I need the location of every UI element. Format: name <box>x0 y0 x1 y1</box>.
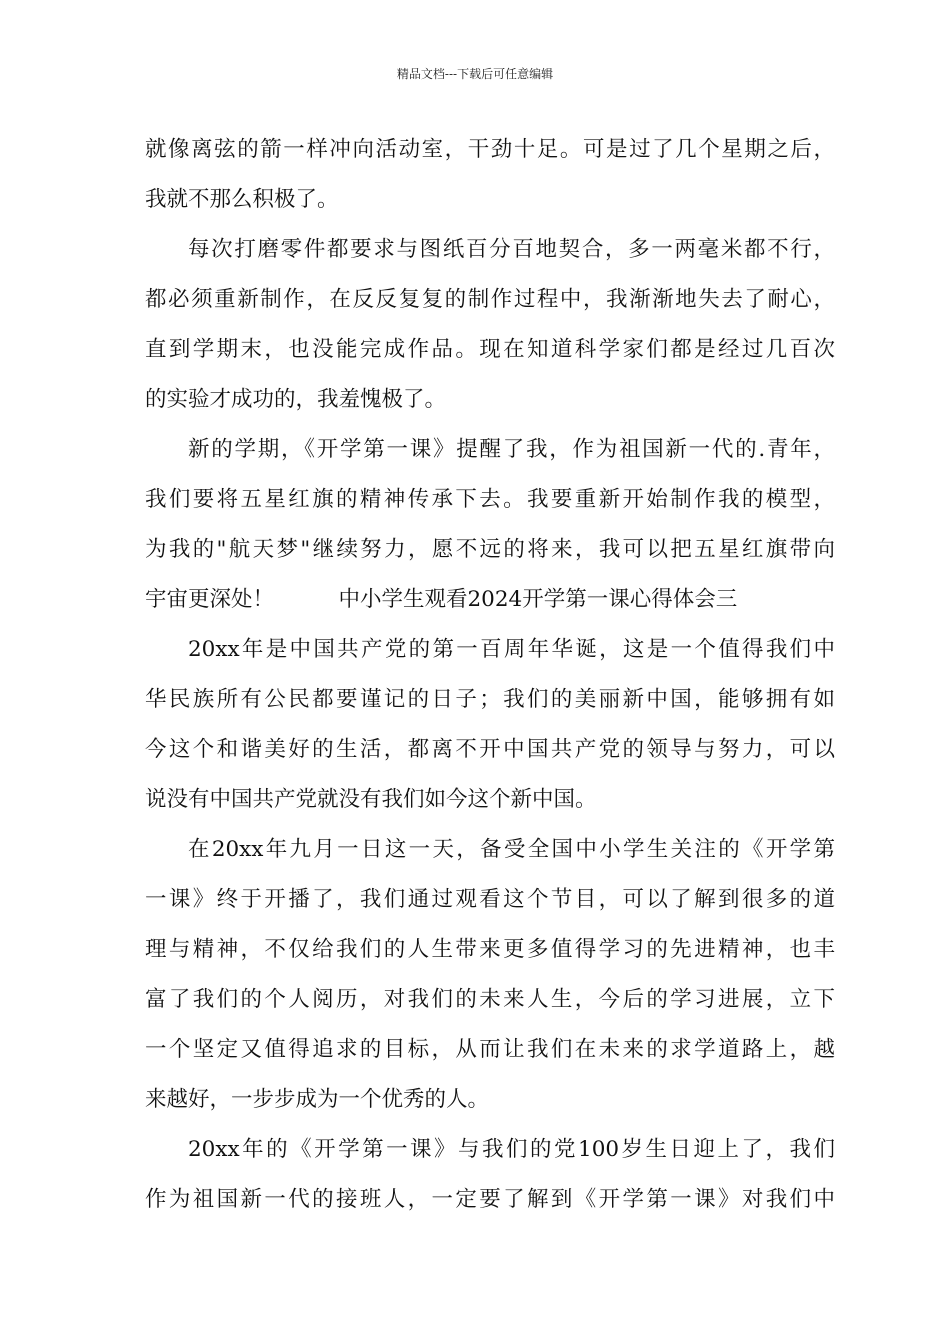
text-line: 我就不那么积极了。 <box>145 187 339 212</box>
text-line: 直到学期末，也没能完成作品。现在知道科学家们都是经过几百次 <box>145 337 835 362</box>
text-line: 作为祖国新一代的接班人，一定要了解到《开学第一课》对我们中 <box>145 1187 835 1212</box>
text-line: 我们要将五星红旗的精神传承下去。我要重新开始制作我的模型， <box>145 487 835 512</box>
paragraph-first-line: 20xx年的《开学第一课》与我们的党100岁生日迎上了，我们 <box>188 1137 835 1162</box>
text-line: 今这个和谐美好的生活，都离不开中国共产党的领导与努力，可以 <box>145 737 835 762</box>
text-line: 一课》终于开播了，我们通过观看这个节目，可以了解到很多的道 <box>145 887 835 912</box>
text-line: 说没有中国共产党就没有我们如今这个新中国。 <box>145 787 597 812</box>
page-header: 精品文档---下载后可任意编辑 <box>396 67 554 81</box>
paragraph-first-line: 每次打磨零件都要求与图纸百分百地契合，多一两毫米都不行， <box>188 237 835 262</box>
paragraph-first-line: 新的学期，《开学第一课》提醒了我，作为祖国新一代的.青年， <box>188 437 835 462</box>
text-line: 富了我们的个人阅历，对我们的未来人生，今后的学习进展，立下 <box>145 987 835 1012</box>
text-line: 就像离弦的箭一样冲向活动室，干劲十足。可是过了几个星期之后， <box>145 137 835 162</box>
paragraph-first-line: 20xx年是中国共产党的第一百周年华诞，这是一个值得我们中 <box>188 637 835 662</box>
paragraph-first-line: 在20xx年九月一日这一天，备受全国中小学生关注的《开学第 <box>188 837 835 862</box>
text-line: 都必须重新制作，在反反复复的制作过程中，我渐渐地失去了耐心， <box>145 287 835 312</box>
text-line: 华民族所有公民都要谨记的日子；我们的美丽新中国，能够拥有如 <box>145 687 835 712</box>
text-line: 理与精神，不仅给我们的人生带来更多值得学习的先进精神，也丰 <box>145 937 835 962</box>
text-line: 的实验才成功的，我羞愧极了。 <box>145 387 447 412</box>
text-line: 来越好，一步步成为一个优秀的人。 <box>145 1087 490 1112</box>
section-title-line: 宇宙更深处！ 中小学生观看2024开学第一课心得体会三 <box>145 587 738 612</box>
text-line: 为我的"航天梦"继续努力，愿不远的将来，我可以把五星红旗带向 <box>145 537 835 562</box>
text-line: 一个坚定又值得追求的目标，从而让我们在未来的求学道路上，越 <box>145 1037 835 1062</box>
